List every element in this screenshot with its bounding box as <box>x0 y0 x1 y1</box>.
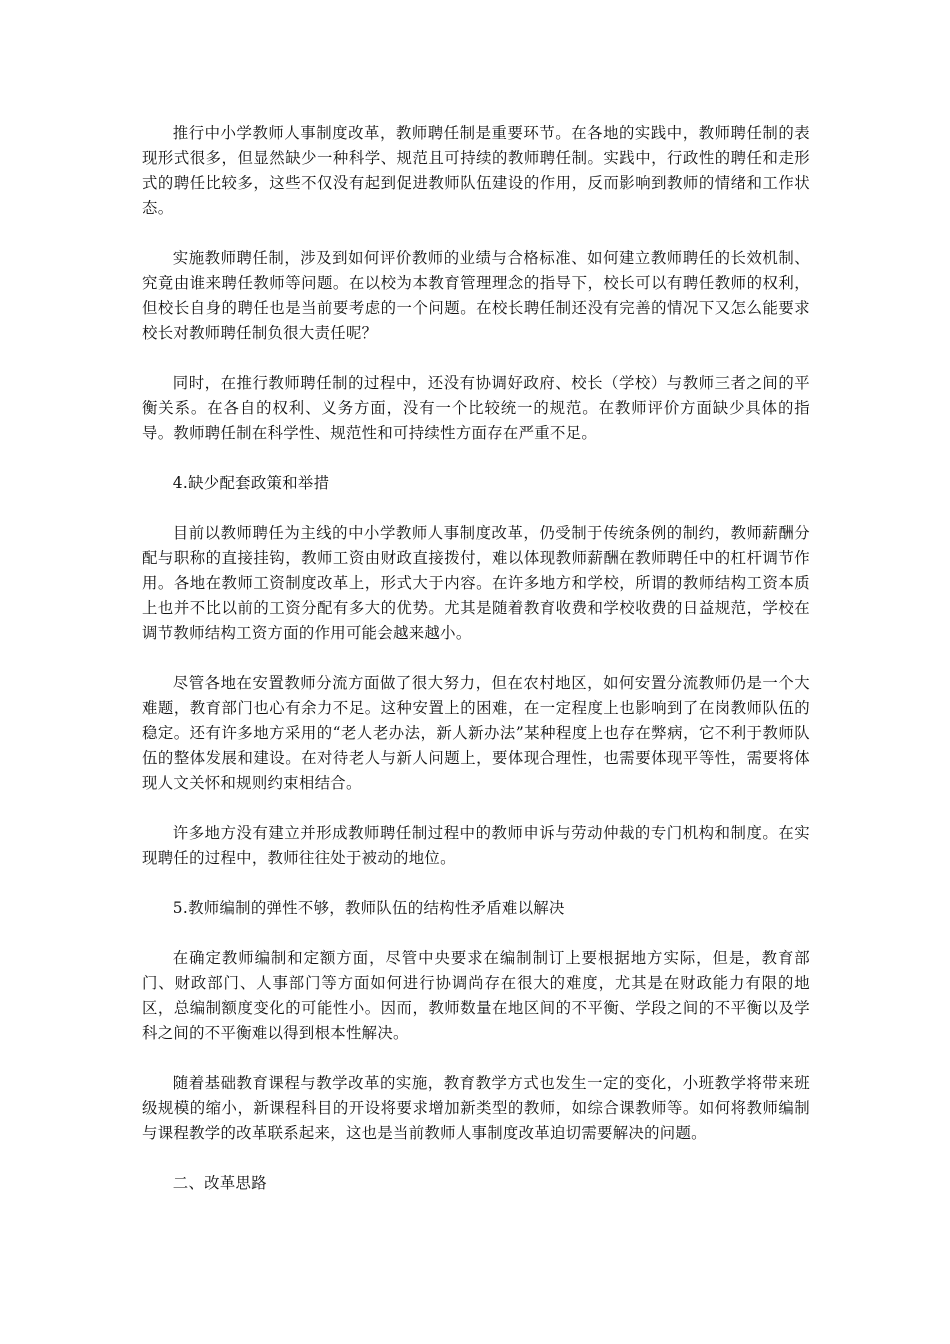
section-heading: 5.教师编制的弹性不够，教师队伍的结构性矛盾难以解决 <box>172 899 565 917</box>
paragraph: 尽管各地在安置教师分流方面做了很大努力，但在农村地区，如何安置分流教师仍是一个大难题，教育部门也心有余力不足。这种安置上的困难，在一定程度上也影响到了在岗教师队伍的稳定。还有许多地方采用的“老人老办法，新人新办法”某种程度上也存在弊病，它不利于教师队伍的整体发展和建设。在对待老人与新人问题上，要体现合理性，也需要体现平等性，需要将体现人文关怀和规则约束相结合。 <box>142 674 810 792</box>
paragraph: 在确定教师编制和定额方面，尽管中央要求在编制制订上要根据地方实际，但是，教育部门、财政部门、人事部门等方面如何进行协调尚存在很大的难度，尤其是在财政能力有限的地区，总编制额度变化的可能性小。因而，教师数量在地区间的不平衡、学段之间的不平衡以及学科之间的不平衡难以得到根本性解决。 <box>142 949 810 1042</box>
paragraph: 随着基础教育课程与教学改革的实施，教育教学方式也发生一定的变化，小班教学将带来班级规模的缩小，新课程科目的开设将要求增加新类型的教师，如综合课教师等。如何将教师编制与课程教学的改革联系起来，这也是当前教师人事制度改革迫切需要解决的问题。 <box>142 1074 810 1142</box>
document-body <box>142 121 810 1221</box>
paragraph: 实施教师聘任制，涉及到如何评价教师的业绩与合格标准、如何建立教师聘任的长效机制、究竟由谁来聘任教师等问题。在以校为本教育管理理念的指导下，校长可以有聘任教师的权利，但校长自身的聘任也是当前要考虑的一个问题。在校长聘任制还没有完善的情况下又怎么能要求校长对教师聘任制负很大责任呢？ <box>142 249 810 342</box>
paragraph: 同时，在推行教师聘任制的过程中，还没有协调好政府、校长（学校）与教师三者之间的平衡关系。在各自的权利、义务方面，没有一个比较统一的规范。在教师评价方面缺少具体的指导。教师聘任制在科学性、规范性和可持续性方面存在严重不足。 <box>142 374 810 442</box>
paragraph: 许多地方没有建立并形成教师聘任制过程中的教师申诉与劳动仲裁的专门机构和制度。在实现聘任的过程中，教师往往处于被动的地位。 <box>142 824 810 867</box>
section-heading: 4.缺少配套政策和举措 <box>172 474 330 492</box>
section-heading: 二、改革思路 <box>172 1174 267 1192</box>
paragraph: 目前以教师聘任为主线的中小学教师人事制度改革，仍受制于传统条例的制约，教师薪酬分配与职称的直接挂钩，教师工资由财政直接拨付，难以体现教师薪酬在教师聘任中的杠杆调节作用。各地在教师工资制度改革上，形式大于内容。在许多地方和学校，所谓的教师结构工资本质上也并不比以前的工资分配有多大的优势。尤其是随着教育收费和学校收费的日益规范，学校在调节教师结构工资方面的作用可能会越来越小。 <box>142 524 810 642</box>
paragraph: 推行中小学教师人事制度改革，教师聘任制是重要环节。在各地的实践中，教师聘任制的表现形式很多，但显然缺少一种科学、规范且可持续的教师聘任制。实践中，行政性的聘任和走形式的聘任比较多，这些不仅没有起到促进教师队伍建设的作用，反而影响到教师的情绪和工作状态。 <box>142 124 810 217</box>
